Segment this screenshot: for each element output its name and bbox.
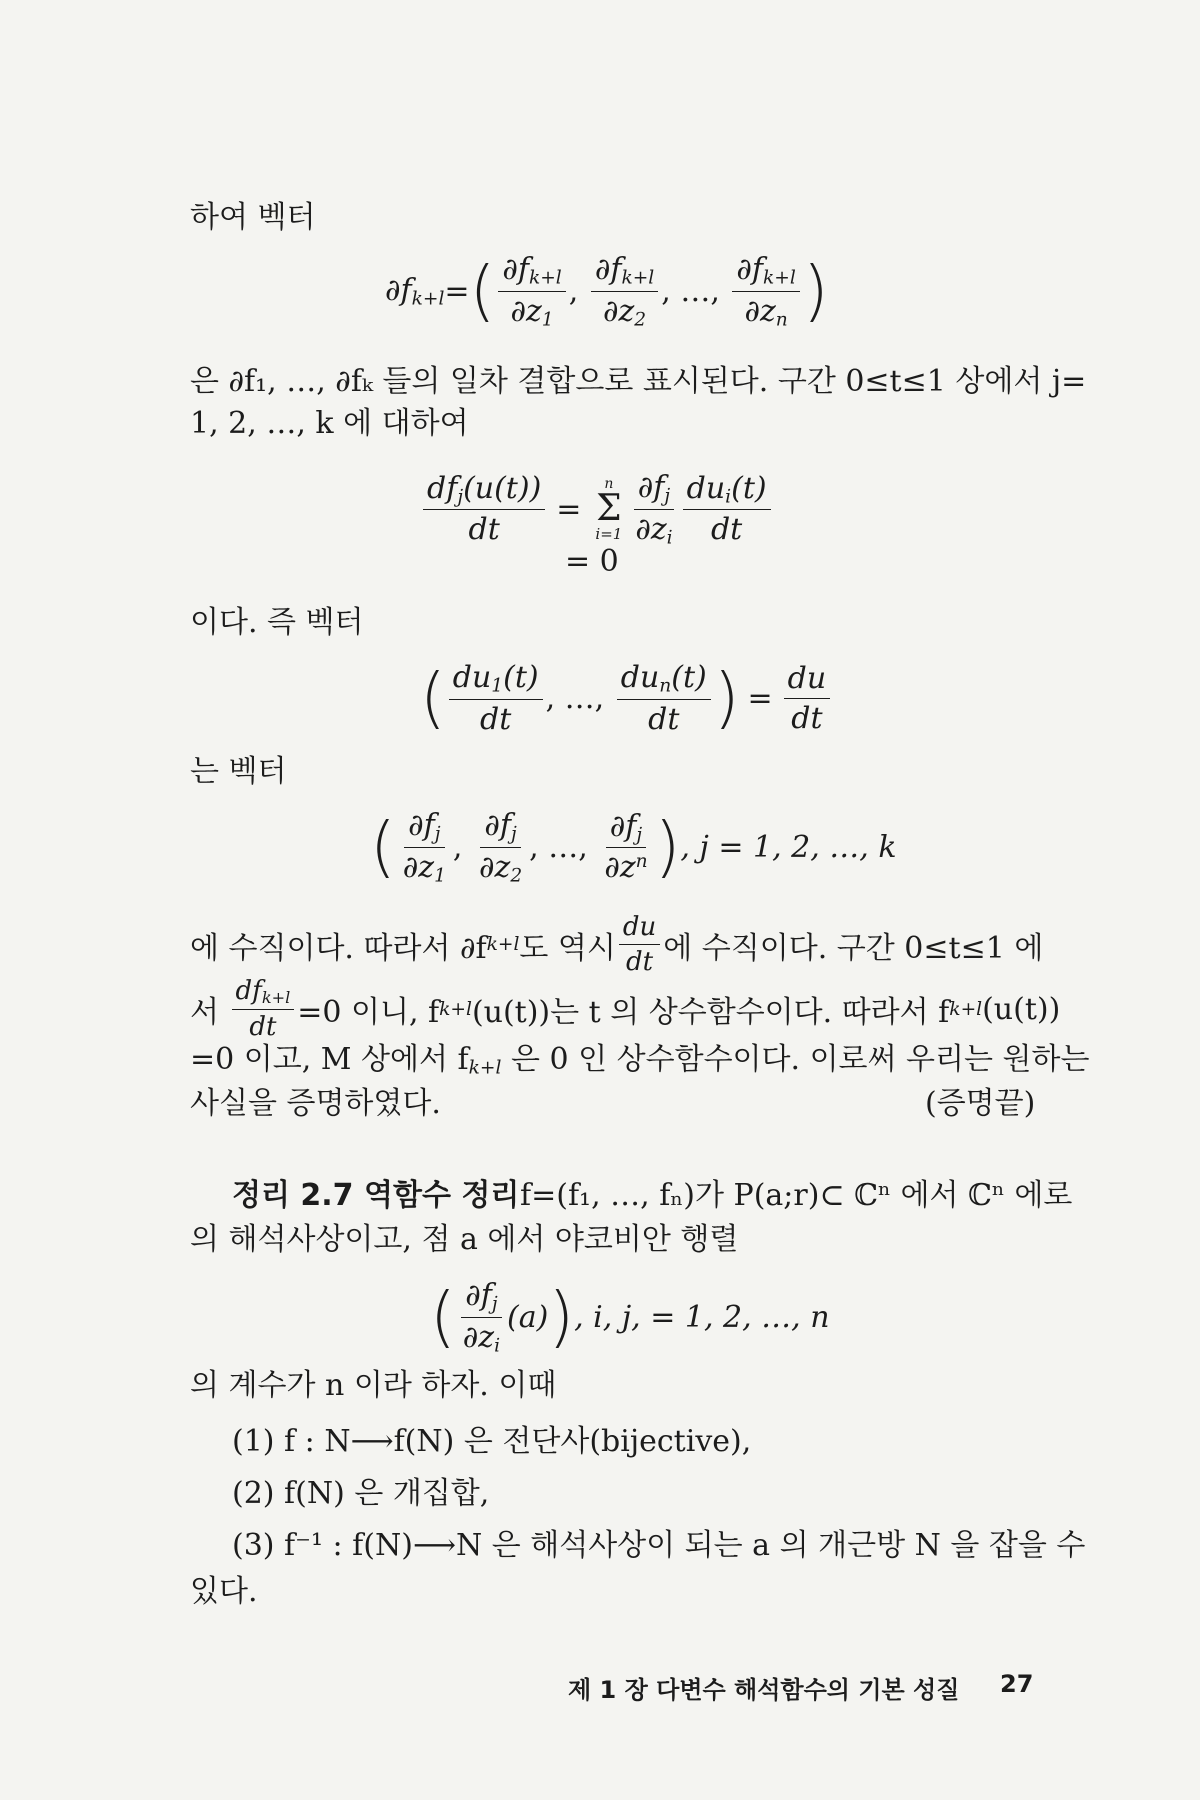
theorem-item-1: (1) f : N⟶f(N) 은 전단사(bijective), xyxy=(232,1424,752,1459)
text-line-5: 는 벡터 xyxy=(190,754,287,789)
right-paren: ) xyxy=(713,659,740,737)
eq1-ellipsis: …, xyxy=(680,273,720,309)
eq4-ellipsis: …, xyxy=(548,829,588,865)
intro-line: 하여 벡터 xyxy=(190,200,316,235)
eq3-fraction-3: $\frac{du}{dt}$ xyxy=(784,661,831,736)
running-footer-chapter: 제 1 장 다변수 해석함수의 기본 성질 xyxy=(568,1676,960,1704)
eq4-index-range: , j = 1, 2, …, k xyxy=(680,829,897,865)
eq4-fraction-1: $\frac{\partial f_j}{\partial z_1}$ xyxy=(402,808,446,887)
paragraph-line-2: 서 $\frac{df_{k+l}}{dt}$ =0 이니, f k+l (u(t))는 t 의 상수함수이다. 따라서 f k+l (u(t)) xyxy=(190,976,1061,1043)
left-paren: ( xyxy=(469,252,496,330)
paragraph-line-3: =0 이고, M 상에서 $f_{k+l}$ 은 0 인 상수함수이다. 이로써 우리는 원하는 xyxy=(190,1042,1090,1079)
theorem-line-2: 의 해석사상이고, 점 a 에서 야코비안 행렬 xyxy=(190,1222,739,1257)
theorem-item-3-continued: 있다. xyxy=(190,1574,258,1609)
equation-velocity-vector: ( $\frac{du_1(t)}{dt}$ , …, $\frac{du_n(t)}{dt}$ ) = $\frac{du}{dt}$ xyxy=(420,660,833,737)
left-paren: ( xyxy=(370,808,396,886)
eq2-lhs-fraction: $\frac{df_j(u(t))}{dt}$ xyxy=(423,471,545,548)
right-paren: ) xyxy=(654,808,681,886)
eq1-fraction-3: $\frac{\partial f_{k+l}}{\partial z_n}$ xyxy=(732,252,799,330)
paragraph-line-4: 사실을 증명하였다. xyxy=(190,1086,441,1121)
jacobian-indices: , i, j, = 1, 2, …, n xyxy=(574,1299,830,1335)
eq2-result: = 0 xyxy=(565,544,619,579)
theorem-line-1: f=(f₁, …, fₙ)가 P(a;r)⊂ ℂⁿ 에서 ℂⁿ 에로 xyxy=(520,1178,1073,1213)
eq3-ellipsis: …, xyxy=(564,680,605,716)
right-paren: ) xyxy=(548,1278,575,1356)
left-paren: ( xyxy=(420,659,446,737)
eq4-fraction-3: $\frac{\partial f_j}{\partial z^n}$ xyxy=(604,808,648,886)
eq3-fraction-1: $\frac{du_1(t)}{dt}$ xyxy=(449,660,543,737)
eq3-fraction-2: $\frac{du_n(t)}{dt}$ xyxy=(617,660,711,737)
summation-sign: n Σ i=1 xyxy=(595,475,623,543)
right-paren: ) xyxy=(802,252,829,330)
jacobian-argument: (a) xyxy=(507,1299,549,1335)
eq3-equals: = xyxy=(747,680,773,716)
left-paren: ( xyxy=(430,1278,456,1356)
equation-jacobian xyxy=(430,1278,830,1356)
equation-gradient-vector: $\partial f_{k+l}$ = ( $\frac{\partial f_{k+l}}{\partial z_1}$ , $\frac{\partial f_{k+l}}{\partial z_2}$ , …, $\frac{\partial f_{k+l}}{\partial z_n}$ ) xyxy=(385,252,829,331)
equation-derivative xyxy=(420,470,774,548)
para-du-dt-fraction: $\frac{du}{dt}$ xyxy=(619,912,660,977)
eq2-equals: = xyxy=(556,491,582,527)
theorem-item-3: (3) f⁻¹ : f(N)⟶N 은 해석사상이 되는 a 의 개근방 N 을 잡을 수 xyxy=(232,1528,1086,1563)
theorem-label: 정리 2.7 역함수 정리 xyxy=(232,1178,520,1213)
eq2-du-fraction: $\frac{du_i(t)}{dt}$ xyxy=(683,471,771,548)
para-df-dt-fraction: $\frac{df_{k+l}}{dt}$ xyxy=(232,976,295,1042)
jacobian-fraction: $\frac{\partial f_j}{\partial z_i}$ xyxy=(462,1278,501,1357)
theorem-line-3: 의 계수가 n 이라 하자. 이때 xyxy=(190,1368,557,1403)
page-number: 27 xyxy=(1000,1670,1034,1698)
eq1-fraction-2: $\frac{\partial f_{k+l}}{\partial z_2}$ xyxy=(591,252,658,330)
proof-end-marker: (증명끝) xyxy=(925,1086,1036,1121)
equation-gradient-fj: ( $\frac{\partial f_j}{\partial z_1}$ , $\frac{\partial f_j}{\partial z_2}$ , …, $\frac{\partial f_j}{\partial z^n}$ ) , j = 1, 2, …, k xyxy=(370,808,897,887)
eq1-fraction-1: $\frac{\partial f_{k+l}}{\partial z_1}$ xyxy=(498,252,565,330)
paragraph-line-1: 에 수직이다. 따라서 ∂f k+l 도 역시 $\frac{du}{dt}$ 에 수직이다. 구간 0≤t≤1 에 xyxy=(190,912,1044,977)
text-line-3: 1, 2, …, k 에 대하여 xyxy=(190,406,469,441)
eq1-equals: = xyxy=(444,273,470,309)
theorem-item-2: (2) f(N) 은 개집합, xyxy=(232,1476,490,1511)
eq2-partial-fraction: $\frac{\partial f_j}{\partial z_i}$ xyxy=(635,470,673,549)
eq1-lhs: $\partial f_{k+l}$ xyxy=(385,272,445,310)
text-line-2: 은 ∂f₁, …, ∂fₖ 들의 일차 결합으로 표시된다. 구간 0≤t≤1 상에서 j= xyxy=(190,364,1087,399)
text-line-4: 이다. 즉 벡터 xyxy=(190,605,364,640)
eq4-fraction-2: $\frac{\partial f_j}{\partial z_2}$ xyxy=(479,808,523,887)
